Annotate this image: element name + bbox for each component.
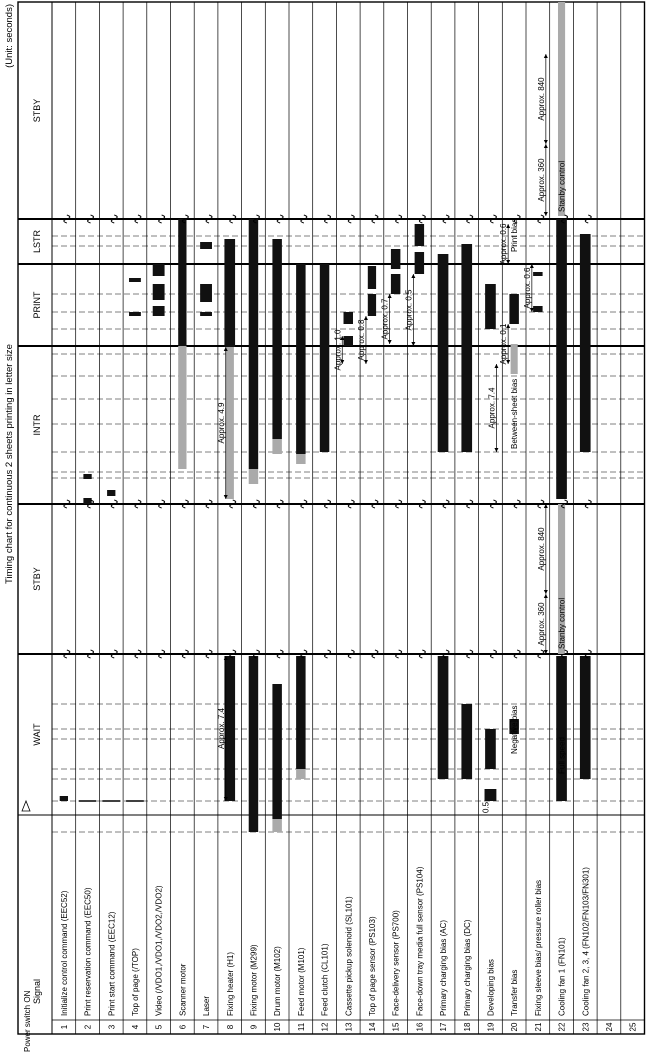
signal-name: Cooling fan 1 (FN101) — [557, 937, 567, 1016]
approx-0-6-b-label: Approx. 0.6 — [499, 223, 509, 265]
timing-bar — [249, 656, 258, 832]
timing-bar — [368, 266, 376, 289]
gray-bar — [226, 347, 234, 499]
signal-name: Primary charging bias (DC) — [462, 919, 472, 1016]
timing-bar — [83, 498, 91, 504]
approx-360-a-label: Approx. 360 — [536, 602, 546, 646]
timing-bar — [415, 252, 424, 274]
arrow-head — [544, 212, 548, 216]
timing-bar — [556, 656, 567, 801]
approx-0-1-label: Approx. 0.1 — [499, 323, 509, 365]
power-switch-label: Power switch ON — [23, 990, 32, 1052]
timing-bar — [485, 729, 496, 769]
timing-bar — [438, 656, 449, 779]
signal-name: Print reservation command (EEC50) — [83, 887, 93, 1016]
unit-label: (Unit: seconds) — [4, 4, 15, 68]
arrow-head — [544, 590, 548, 594]
signal-number: 7 — [202, 1024, 212, 1030]
signal-number: 4 — [130, 1024, 140, 1030]
chart-title: Timing chart for continuous 2 sheets printing in letter size — [4, 344, 15, 584]
signal-name: Fixing heater (H1) — [225, 951, 235, 1016]
signal-number: 19 — [486, 1022, 496, 1032]
timing-bar — [200, 242, 212, 249]
timing-bar — [249, 219, 258, 469]
gray-bar — [272, 439, 281, 454]
signal-number: 16 — [415, 1022, 425, 1032]
timing-bar — [200, 312, 212, 316]
arrow-head — [388, 294, 392, 298]
timing-bar — [580, 234, 591, 452]
approx-0-8-label: Approx. 0.8 — [356, 319, 366, 361]
timing-bar — [509, 294, 518, 324]
signal-name: Top of page (/TOP) — [130, 948, 140, 1016]
timing-bar — [224, 239, 235, 347]
signal-number: 6 — [178, 1024, 188, 1030]
arrow-head — [494, 364, 498, 368]
gray-bar — [296, 769, 305, 779]
timing-bar — [391, 249, 400, 269]
phase-header: STBY — [32, 567, 42, 591]
signal-number: 10 — [273, 1022, 283, 1032]
arrow-head — [494, 448, 498, 452]
timing-bar — [272, 684, 281, 819]
timing-bar — [129, 278, 141, 282]
timing-bar — [344, 336, 353, 346]
phase-header: PRINT — [32, 291, 42, 319]
timing-bar — [60, 796, 68, 801]
signal-number: 25 — [628, 1022, 638, 1032]
signal-name: Laser — [202, 995, 212, 1016]
timing-bar — [83, 474, 91, 479]
timing-bar — [129, 312, 141, 316]
approx-360-b-label: Approx. 360 — [536, 158, 546, 202]
signal-name: Developing bias — [486, 959, 496, 1016]
signal-number: 1 — [59, 1024, 69, 1030]
approx-7-4-intr-label: Approx. 7.4 — [487, 387, 497, 429]
signal-header: Signal — [32, 978, 42, 1004]
signal-number: 21 — [533, 1022, 543, 1032]
arrow-head — [544, 144, 548, 148]
signal-number: 24 — [604, 1022, 614, 1032]
timing-bar — [153, 306, 165, 316]
signal-number: 3 — [107, 1024, 117, 1030]
frame-border — [18, 2, 645, 1034]
signal-number: 8 — [225, 1024, 235, 1030]
gray-bar — [511, 344, 518, 374]
between-sheet-label: Between-sheet bias — [510, 378, 520, 449]
signal-name: Cassette pickup solenoid (SL101) — [344, 896, 354, 1016]
approx-0-6-a-label: Approx. 0.6 — [522, 267, 532, 309]
signal-name: Print start command (EEC12) — [107, 911, 117, 1016]
timing-bar — [368, 294, 376, 316]
timing-bar — [344, 312, 353, 324]
timing-bar — [391, 274, 400, 294]
approx-840-b-label: Approx. 840 — [536, 77, 546, 121]
timing-bar — [272, 239, 281, 439]
arrow-head — [544, 594, 548, 598]
signal-name: Cooling fan 2, 3, 4 (FN102/FN103/FN301) — [581, 867, 591, 1016]
signal-number: 20 — [510, 1022, 520, 1032]
signal-name: Drum motor (M102) — [273, 946, 283, 1016]
developing-0-5-label: 0.5 — [481, 801, 491, 813]
approx-0-5-label: Approx. 0.5 — [404, 289, 414, 331]
gray-bar — [296, 454, 305, 464]
timing-bar — [461, 704, 472, 779]
timing-bar — [556, 219, 567, 499]
gray-bar — [272, 819, 281, 832]
signal-name: Fixing motor (M299) — [249, 944, 259, 1016]
arrow-head — [544, 140, 548, 144]
timing-bar — [580, 656, 591, 779]
signal-name: Feed clutch (CL101) — [320, 943, 330, 1016]
signal-number: 23 — [581, 1022, 591, 1032]
approx-840-a-label: Approx. 840 — [536, 527, 546, 571]
signal-number: 13 — [344, 1022, 354, 1032]
phase-headers — [32, 99, 42, 1004]
phase-header: WAIT — [32, 723, 42, 746]
timing-bar — [485, 284, 496, 329]
signal-name: Feed motor (M101) — [296, 947, 306, 1016]
timing-bar — [533, 272, 542, 276]
signal-name: Face-delivery sensor (PS700) — [391, 910, 401, 1016]
timing-bar — [485, 789, 497, 801]
signal-number: 15 — [391, 1022, 401, 1032]
approx-1-0-label: Approx. 1.0 — [333, 329, 343, 371]
approx-4-9-label: Approx. 4.9 — [216, 402, 226, 444]
arrow-head — [411, 274, 415, 278]
chart-frame — [18, 2, 645, 1034]
signal-number: 22 — [557, 1022, 567, 1032]
signal-name: Face-down tray media full sensor (PS104) — [415, 866, 425, 1016]
signal-name: Video (/VDO1,/VDO1,/VDO2,/VDO2) — [154, 885, 164, 1016]
power-on-marker — [22, 801, 30, 811]
approx-0-7-label: Approx. 0.7 — [380, 298, 390, 340]
signal-name: Top of page sensor (PS103) — [367, 916, 377, 1016]
full-speed-label: Full speed — [557, 737, 567, 774]
signal-number: 14 — [367, 1022, 377, 1032]
signal-name: Scanner motor — [178, 963, 188, 1016]
phase-header: INTR — [32, 414, 42, 436]
timing-bar — [320, 264, 329, 452]
timing-bar — [178, 219, 186, 346]
timing-bar — [296, 264, 305, 454]
timing-bar — [533, 306, 542, 312]
signal-number: 5 — [154, 1024, 164, 1030]
negative-bias-label: Negative bias — [510, 705, 520, 754]
signal-number: 2 — [83, 1024, 93, 1030]
timing-bar — [107, 490, 115, 496]
annotations — [217, 54, 567, 813]
signal-name: Transfer bias — [510, 969, 520, 1016]
timing-bar — [438, 254, 449, 452]
standby-control-b: Stanby control — [557, 160, 567, 212]
signal-number: 11 — [296, 1022, 306, 1032]
timing-bar — [153, 264, 165, 276]
timing-bar — [153, 284, 165, 300]
arrow-head — [544, 54, 548, 58]
signal-number: 9 — [249, 1024, 259, 1030]
signal-rows — [60, 2, 638, 1034]
signal-number: 12 — [320, 1022, 330, 1032]
signal-number: 17 — [439, 1022, 449, 1032]
gray-bar — [178, 346, 186, 469]
print-bias-label: Print bias — [510, 218, 520, 252]
gray-bar — [249, 469, 258, 484]
signal-name: Initialize control command (EEC52) — [59, 890, 69, 1016]
phase-header: STBY — [32, 98, 42, 123]
timing-bar — [200, 284, 212, 302]
timing-bar — [461, 244, 472, 452]
phase-header: LSTR — [32, 229, 42, 254]
approx-7-4-wait-label: Approx. 7.4 — [216, 708, 226, 749]
signal-number: 18 — [462, 1022, 472, 1032]
arrow-head — [388, 340, 392, 344]
standby-control-a: Stanby control — [557, 597, 567, 649]
signal-name: Fixing sleeve bias/ pressure roller bias — [533, 879, 543, 1016]
arrow-head — [364, 360, 368, 364]
timing-bar — [296, 656, 305, 769]
signal-name: Primary charging bias (AC) — [439, 919, 449, 1016]
timing-bar — [415, 224, 424, 246]
